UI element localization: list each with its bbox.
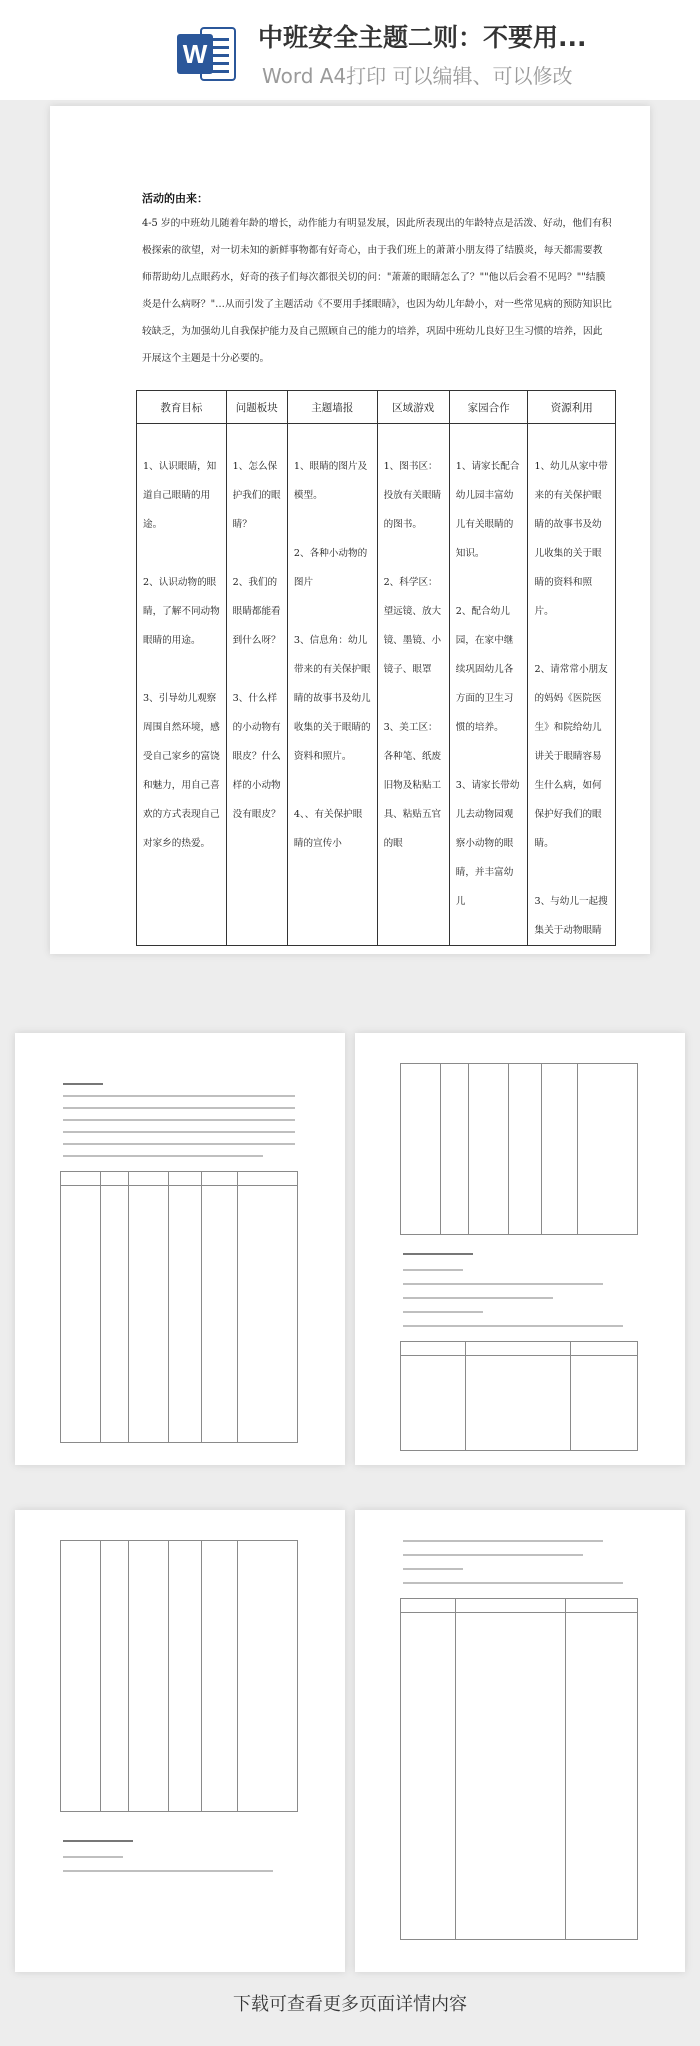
theme-table [136,390,616,946]
table-cell: 1、认识眼睛，知道自己眼睛的用途。 2、认识动物的眼睛，了解不同动物眼睛的用途。 3、引导幼儿观察周围自然环境，感受自己家乡的富饶和魅力，用自己喜欢的方式表现自己对家乡的热爱。 [137,424,227,946]
table-header-cell: 区域游戏 [377,391,449,424]
document-page-thumbnail-5[interactable] [355,1510,685,1972]
table-header-cell: 教育目标 [137,391,227,424]
table-header-cell: 问题板块 [226,391,287,424]
document-subtitle: Word A4打印 可以编辑、可以修改 [262,64,573,88]
table-header-cell: 家园合作 [449,391,528,424]
intro-paragraph: 4-5 岁的中班幼儿随着年龄的增长，动作能力有明显发展，因此所表现出的年龄特点是活泼、好动，他们有积极探索的欲望，对一切未知的新鲜事物都有好奇心，由于我们班上的萧萧小朋友得了结膜炎，每天都需要教师帮助幼儿点眼药水，好奇的孩子们每次都很关切的问："萧萧的眼睛怎么了？""他以后会看不见吗？""结膜炎是什么病呀？"…从而引发了主题活动《不要用手揉眼睛》，也因为幼儿年龄小，对一些常见病的预防知识比较缺乏，为加强幼儿自我保护能力及自己照顾自己的能力的培养，巩固中班幼儿良好卫生习惯的培养，因此开展这个主题是十分必要的。 [142,218,612,364]
header-bar [0,0,700,100]
table-row [137,424,616,946]
document-title: 中班安全主题二则：不要用... [258,23,587,52]
word-icon [175,22,239,86]
table-cell: 1、请家长配合幼儿园丰富幼儿有关眼睛的知识。 2、配合幼儿园，在家中继续巩固幼儿各方面的卫生习惯的培养。 3、请家长带幼儿去动物园观察小动物的眼睛，并丰富幼儿 [449,424,528,946]
document-page-thumbnail-4[interactable] [15,1510,345,1972]
document-page-thumbnail-2[interactable] [15,1033,345,1465]
table-cell: 1、眼睛的图片及模型。 2、各种小动物的图片 3、信息角：幼儿带来的有关保护眼睛的故事书及幼儿收集的关于眼睛的资料和照片。 4、、有关保护眼睛的宣传小 [287,424,377,946]
table-cell: 1、幼儿从家中带来的有关保护眼睛的故事书及幼儿收集的关于眼睛的资料和照片。 2、请常常小朋友的妈妈《医院医生》和院给幼儿讲关于眼睛容易生什么病，如何保护好我们的眼睛。 3、与幼儿一起搜集关于动物眼睛 [528,424,616,946]
section-heading: 活动的由来： [142,192,208,205]
svg-text:W: W [182,39,208,69]
document-page-1 [50,106,650,954]
footer-note: 下载可查看更多页面详情内容 [233,1994,467,2015]
document-page-thumbnail-3[interactable] [355,1033,685,1465]
table-header-cell: 资源利用 [528,391,616,424]
table-cell: 1、怎么保护我们的眼睛？ 2、我们的眼睛都能看到什么呀？ 3、什么样的小动物有眼皮？什么样的小动物没有眼皮？ [226,424,287,946]
table-header-cell: 主题墙报 [287,391,377,424]
table-cell: 1、图书区：投放有关眼睛的图书。 2、科学区：望远镜、放大镜、墨镜、小镜子、眼罩 3、美工区：各种笔、纸废旧物及粘贴工具、粘贴五官的眼 [377,424,449,946]
